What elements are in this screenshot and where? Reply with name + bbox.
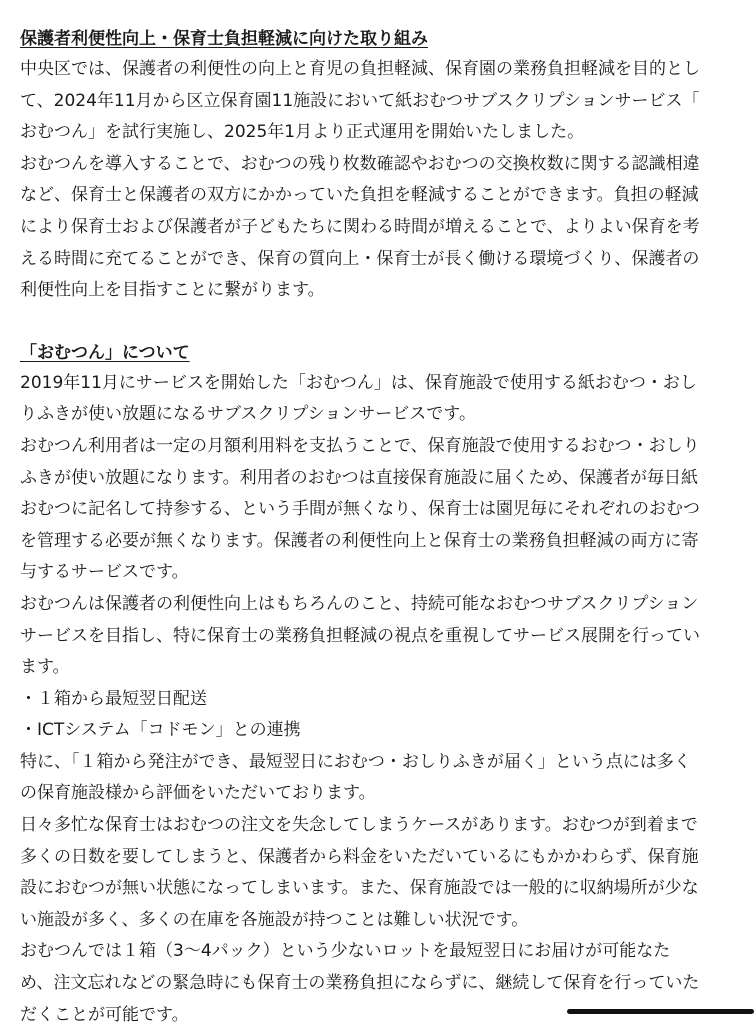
section-heading-initiative: 保護者利便性向上・保育士負担軽減に向けた取り組み <box>20 29 428 49</box>
service-intro-paragraph: 2019年11月にサービスを開始した「おむつん」は、保育施設で使用する紙おむつ・おし りふきが使い放題になるサブスクリプションサービスです。 <box>20 372 697 425</box>
benefit-paragraph: おむつんを導入することで、おむつの残り枚数確認やおむつの交換枚数に関する認識相違 など、保育士と保護者の双方にかかっていた負担を軽減することができます。負担の軽減 により保育士および保護者が子どもたちに関わる時間が増えることで、よりよい保育を考 える時間に充てることができ、保育の質向上・保育士が長く働ける環境づくり、保護者の 利便性向上を目指すことに繋がります。 <box>20 153 700 301</box>
feature-item-ict: ・ICTシステム「コドモン」との連携 <box>20 720 301 741</box>
service-goal-paragraph: おむつんは保護者の利便性向上はもちろんのこと、持続可能なおむつサブスクリプション サービスを目指し、特に保育士の業務負担軽減の視点を重視してサービス展開を行ってい ます。 <box>20 593 700 678</box>
solution-paragraph: おむつんでは１箱（3〜4パック）という少ないロットを最短翌日にお届けが可能なた め、注文忘れなどの緊急時にも保育士の業務負担にならずに、継続して保育を行っていた だくことが可能です。 <box>20 941 700 1025</box>
feature-item-delivery: ・１箱から最短翌日配送 <box>20 688 207 709</box>
section-heading-omutsun: 「おむつん」について <box>20 342 190 363</box>
home-indicator[interactable] <box>567 1009 754 1014</box>
section-gap <box>20 307 742 338</box>
article-body <box>20 24 742 1031</box>
evaluation-paragraph: 特に、「１箱から発注ができ、最短翌日におむつ・おしりふきが届く」という点には多く の保育施設様から評価をいただいております。 <box>20 751 691 804</box>
problem-paragraph: 日々多忙な保育士はおむつの注文を失念してしまうケースがあります。おむつが到着まで 多くの日数を要してしまうと、保護者から料金をいただいているにもかかわらず、保育施 設におむつが無い状態になってしまいます。また、保育施設では一般的に収納場所が少な い施設が多く、多くの在庫を各施設が持つことは難しい状況です。 <box>20 815 699 930</box>
intro-paragraph: 中央区では、保護者の利便性の向上と育児の負担軽減、保育園の業務負担軽減を目的とし て、2024年11月から区立保育園11施設において紙おむつサブスクリプションサービス「 おむつん」を試行実施し、2025年1月より正式運用を開始いたしました。 <box>20 59 700 143</box>
service-detail-paragraph: おむつん利用者は一定の月額利用料を支払うことで、保育施設で使用するおむつ・おしり ふきが使い放題になります。利用者のおむつは直接保育施設に届くため、保護者が毎日紙 おむつに記名して持参する、という手間が無くなり、保育士は園児毎にそれぞれのおむつ を管理する必要が無くなります。保護者の利便性向上と保育士の業務負担軽減の両方に寄 与するサービスです。 <box>20 435 700 583</box>
